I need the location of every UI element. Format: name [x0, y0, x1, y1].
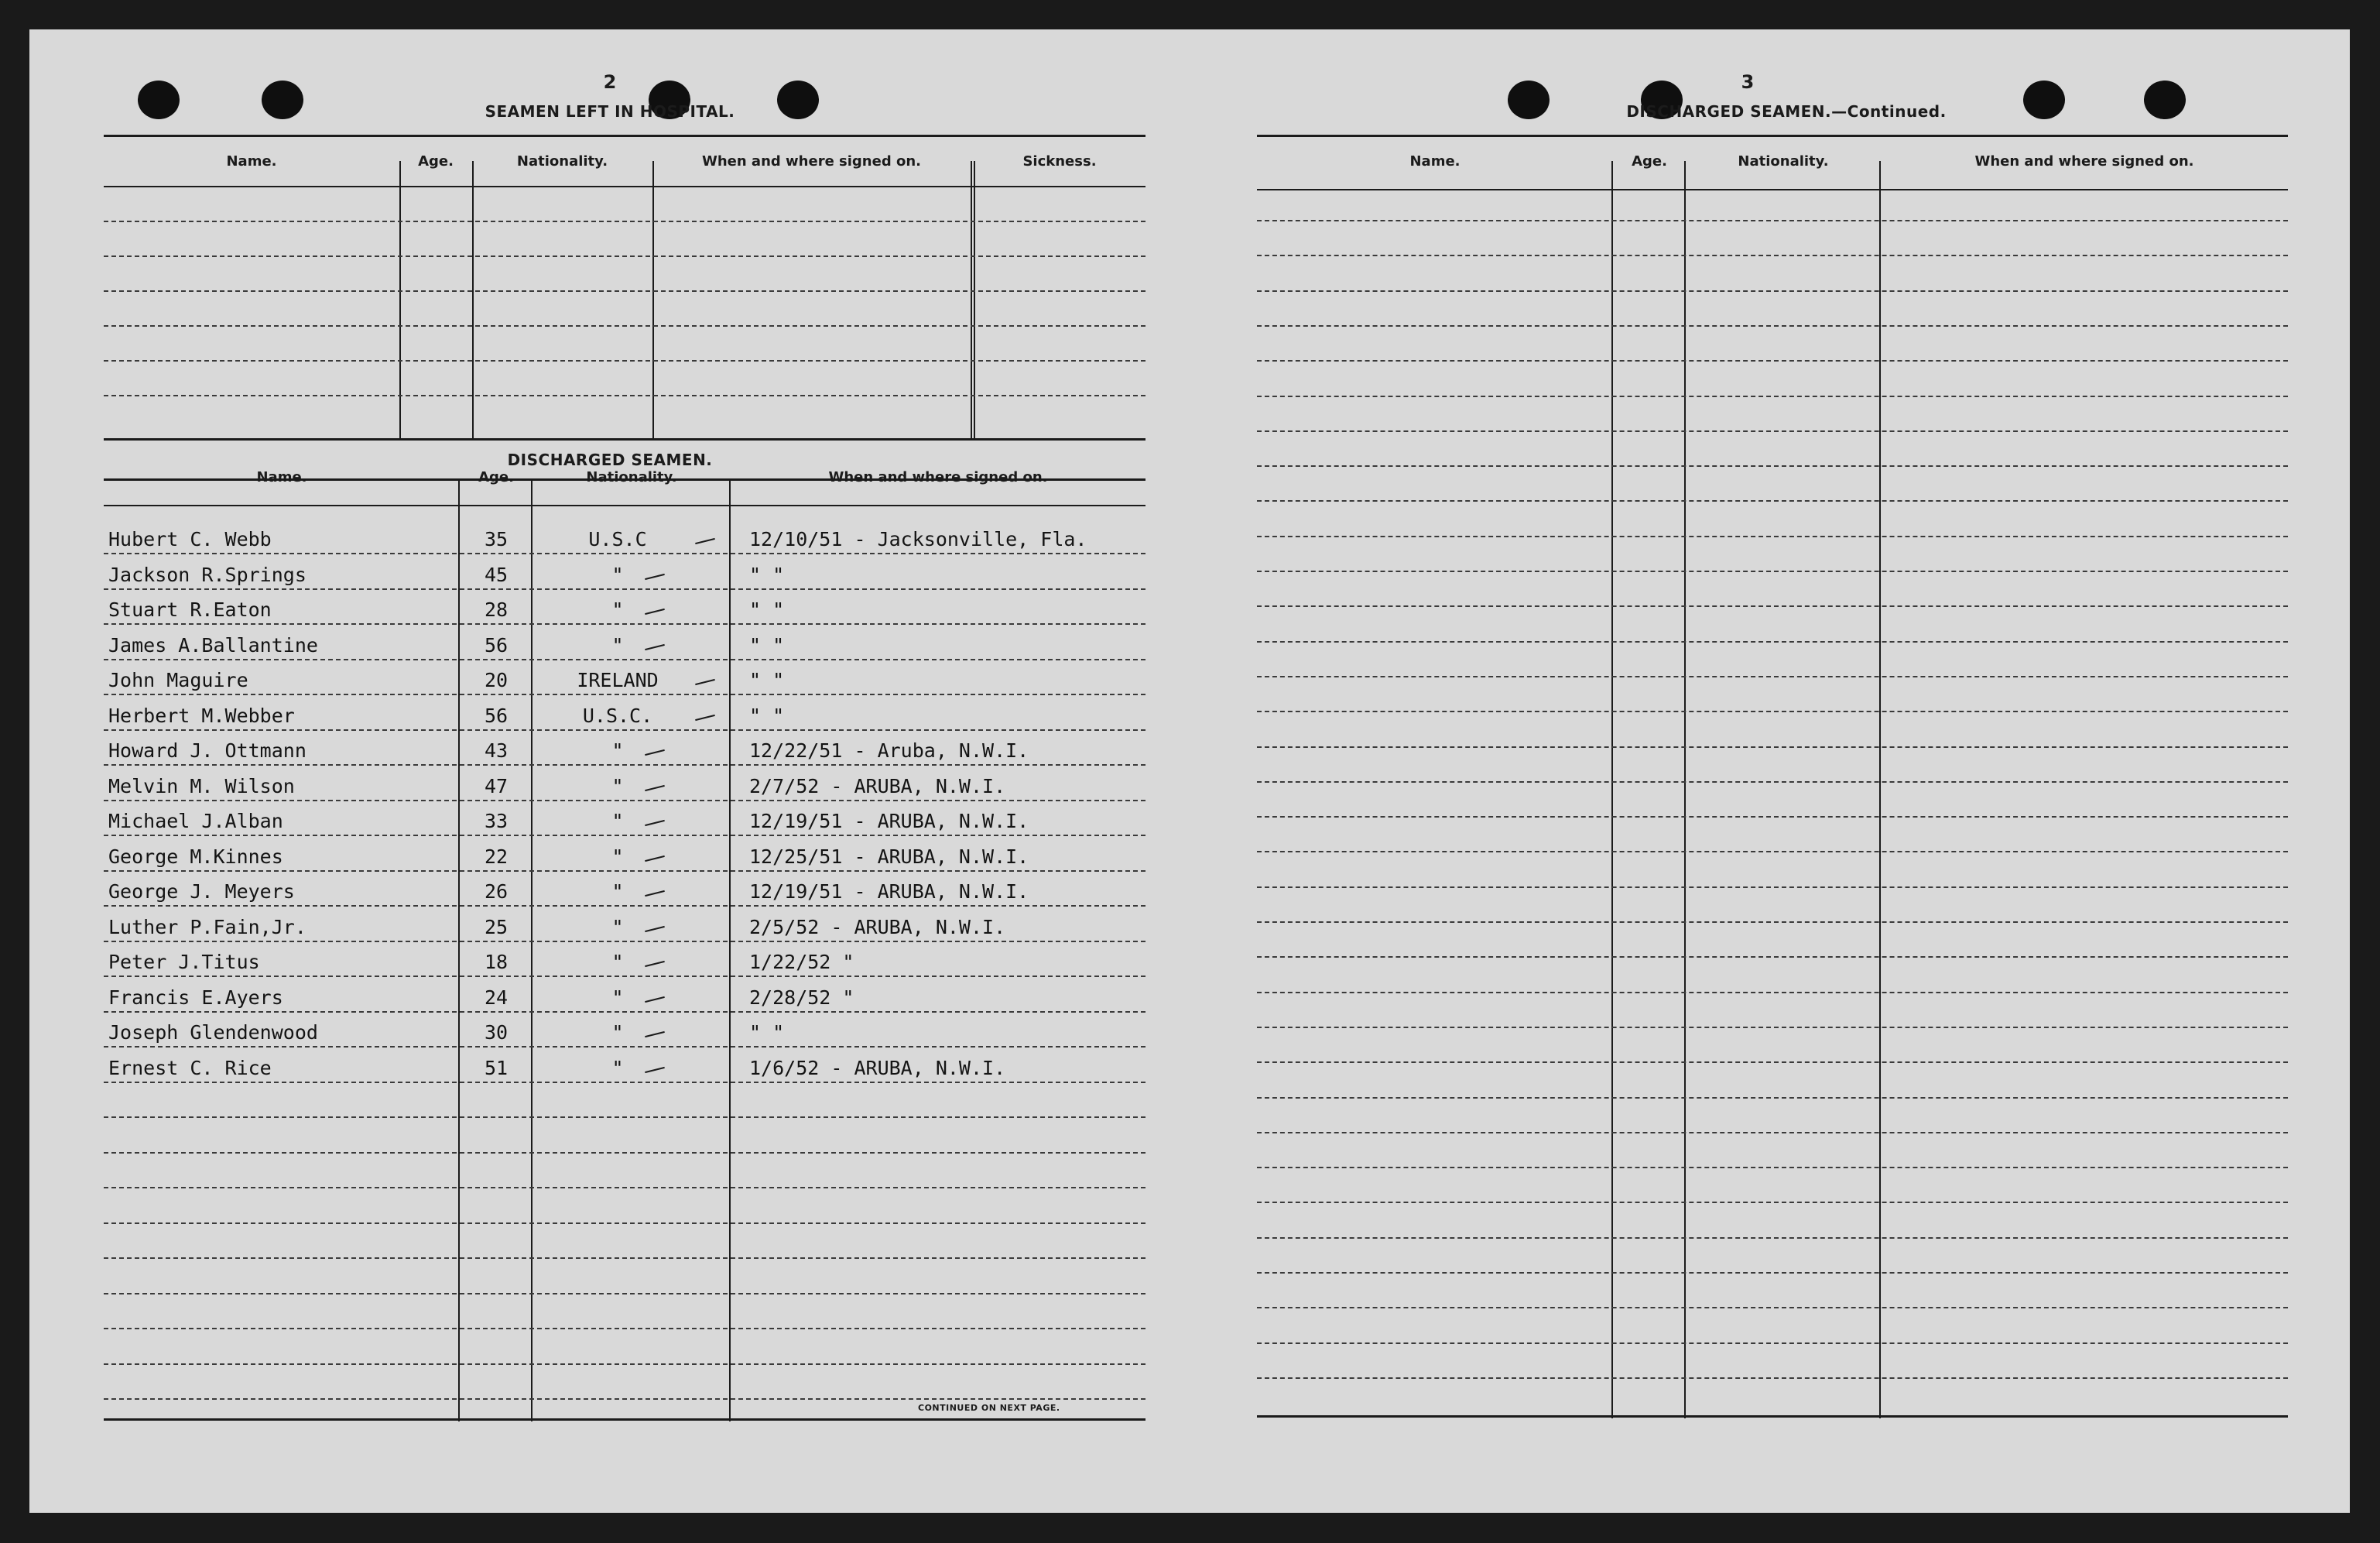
- blank-row-line: [1257, 1237, 2288, 1239]
- col-header-age: Age.: [418, 153, 454, 170]
- continued-section-title: DISCHARGED SEAMEN.—Continued.: [1626, 102, 1947, 121]
- blank-row-line: [1257, 1272, 2288, 1274]
- table-top-rule: [104, 135, 1145, 137]
- col-header-name: Name.: [1409, 153, 1461, 170]
- col-header-nationality: Nationality.: [1738, 153, 1829, 170]
- header-bottom-rule: [1257, 189, 2288, 190]
- header-bottom-rule: [104, 186, 1145, 187]
- hospital-section-title: SEAMEN LEFT IN HOSPITAL.: [485, 102, 735, 121]
- punch-hole: [262, 81, 303, 119]
- seaman-signed-on: 12/25/51 - ARUBA, N.W.I.: [749, 845, 1029, 868]
- seaman-signed-on: 12/10/51 - Jacksonville, Fla.: [749, 528, 1087, 550]
- seaman-name: James A.Ballantine: [108, 633, 318, 657]
- seaman-nationality: IRELAND: [577, 669, 659, 691]
- seaman-nationality: ": [611, 1021, 624, 1044]
- seaman-name: Herbert M.Webber: [108, 704, 295, 727]
- right-page: [1190, 29, 2350, 1513]
- blank-row-line: [1257, 711, 2288, 712]
- seaman-name: Michael J.Alban: [108, 810, 283, 832]
- blank-row-line: [1257, 255, 2288, 256]
- row-line: [104, 1082, 1145, 1083]
- seaman-age: 33: [484, 810, 509, 832]
- blank-row-line: [104, 1257, 1145, 1259]
- seaman-name: Francis E.Ayers: [108, 986, 283, 1009]
- blank-row-line: [1257, 1027, 2288, 1028]
- column-divider: [729, 480, 731, 1421]
- punch-hole: [2023, 81, 2065, 119]
- seaman-age: 20: [484, 669, 509, 691]
- blank-row-line: [1257, 816, 2288, 818]
- document-sheet: [29, 29, 2350, 1513]
- blank-row-line: [1257, 1307, 2288, 1308]
- seaman-age: 30: [484, 1021, 509, 1044]
- blank-row-line: [1257, 851, 2288, 852]
- seaman-signed-on: 2/7/52 - ARUBA, N.W.I.: [749, 774, 1006, 797]
- row-line: [104, 553, 1145, 554]
- seaman-signed-on: " ": [749, 563, 785, 586]
- seaman-signed-on: " ": [749, 633, 785, 657]
- seaman-nationality: ": [611, 951, 624, 973]
- blank-row-line: [1257, 1202, 2288, 1203]
- seaman-age: 25: [484, 915, 509, 938]
- table-bottom-rule: [104, 1418, 1145, 1421]
- blank-row-line: [104, 255, 1145, 257]
- blank-row-line: [104, 221, 1145, 222]
- blank-row-line: [1257, 886, 2288, 888]
- seaman-nationality: ": [611, 986, 624, 1009]
- column-divider: [1684, 161, 1686, 1418]
- blank-row-line: [1257, 605, 2288, 607]
- seaman-age: 47: [484, 774, 509, 797]
- column-divider: [399, 161, 401, 440]
- row-line: [104, 764, 1145, 766]
- header-bottom-rule: [104, 505, 1145, 506]
- blank-row-line: [104, 1293, 1145, 1294]
- blank-row-line: [104, 395, 1145, 396]
- row-line: [104, 1011, 1145, 1013]
- page-number: 3: [1741, 71, 1755, 93]
- blank-row-line: [1257, 325, 2288, 327]
- blank-row-line: [1257, 1132, 2288, 1133]
- blank-row-line: [1257, 571, 2288, 572]
- blank-row-line: [1257, 992, 2288, 993]
- seaman-name: Howard J. Ottmann: [108, 739, 306, 762]
- seaman-name: John Maguire: [108, 669, 248, 691]
- col-header-signed-on: When and where signed on.: [828, 469, 1048, 485]
- seaman-nationality: ": [611, 563, 624, 586]
- punch-hole: [138, 81, 180, 119]
- seaman-age: 56: [484, 704, 509, 727]
- blank-row-line: [1257, 921, 2288, 923]
- col-header-signed-on: When and where signed on.: [1974, 153, 2194, 170]
- seaman-name: George J. Meyers: [108, 880, 295, 903]
- seaman-age: 22: [484, 845, 509, 868]
- seaman-name: Luther P.Fain,Jr.: [108, 915, 306, 938]
- col-header-name: Name.: [256, 469, 307, 485]
- row-line: [104, 694, 1145, 695]
- blank-row-line: [1257, 465, 2288, 467]
- row-line: [104, 588, 1145, 590]
- seaman-signed-on: 12/22/51 - Aruba, N.W.I.: [749, 739, 1029, 762]
- column-divider: [1611, 161, 1613, 1418]
- column-divider: [652, 161, 654, 440]
- row-line: [104, 800, 1145, 801]
- col-header-age: Age.: [478, 469, 514, 485]
- blank-row-line: [104, 1363, 1145, 1365]
- blank-row-line: [1257, 536, 2288, 537]
- seaman-age: 51: [484, 1056, 509, 1079]
- table-bottom-rule: [104, 438, 1145, 441]
- blank-row-line: [104, 1328, 1145, 1329]
- seaman-nationality: ": [611, 774, 624, 797]
- seaman-name: Joseph Glendenwood: [108, 1021, 318, 1044]
- blank-row-line: [1257, 676, 2288, 677]
- row-line: [104, 870, 1145, 872]
- continued-footer: CONTINUED ON NEXT PAGE.: [918, 1403, 1060, 1413]
- table-top-rule: [1257, 135, 2288, 137]
- row-line: [104, 1046, 1145, 1048]
- col-header-age: Age.: [1632, 153, 1667, 170]
- seaman-nationality: ": [611, 739, 624, 762]
- seaman-signed-on: " ": [749, 598, 785, 621]
- seaman-signed-on: 1/22/52 ": [749, 951, 854, 973]
- seaman-signed-on: 12/19/51 - ARUBA, N.W.I.: [749, 810, 1029, 832]
- column-divider: [974, 161, 975, 440]
- seaman-nationality: ": [611, 880, 624, 903]
- blank-row-line: [104, 290, 1145, 292]
- seaman-signed-on: 2/28/52 ": [749, 986, 854, 1009]
- seaman-signed-on: 1/6/52 - ARUBA, N.W.I.: [749, 1056, 1006, 1079]
- blank-row-line: [1257, 1377, 2288, 1379]
- row-line: [104, 835, 1145, 836]
- blank-row-line: [1257, 290, 2288, 292]
- blank-row-line: [104, 1187, 1145, 1188]
- blank-row-line: [1257, 746, 2288, 748]
- col-header-signed-on: When and where signed on.: [701, 153, 922, 170]
- col-header-name: Name.: [226, 153, 277, 170]
- row-line: [104, 976, 1145, 977]
- seaman-signed-on: 2/5/52 - ARUBA, N.W.I.: [749, 915, 1006, 938]
- discharged-section-title: DISCHARGED SEAMEN.: [507, 451, 713, 469]
- row-line: [104, 905, 1145, 907]
- blank-row-line: [104, 360, 1145, 362]
- blank-row-line: [1257, 396, 2288, 397]
- seaman-signed-on: " ": [749, 1021, 785, 1044]
- punch-hole: [2144, 81, 2186, 119]
- blank-row-line: [1257, 1167, 2288, 1168]
- blank-row-line: [1257, 360, 2288, 362]
- blank-row-line: [1257, 1061, 2288, 1063]
- seaman-age: 45: [484, 563, 509, 586]
- seaman-name: Peter J.Titus: [108, 951, 260, 973]
- seaman-name: Jackson R.Springs: [108, 563, 306, 586]
- seaman-nationality: ": [611, 845, 624, 868]
- seaman-signed-on: " ": [749, 704, 785, 727]
- row-line: [104, 729, 1145, 731]
- seaman-age: 18: [484, 951, 509, 973]
- row-line: [104, 623, 1145, 625]
- row-line: [104, 659, 1145, 660]
- col-header-nationality: Nationality.: [586, 469, 677, 485]
- blank-row-line: [1257, 1097, 2288, 1099]
- seaman-name: Stuart R.Eaton: [108, 598, 272, 621]
- blank-row-line: [104, 1152, 1145, 1154]
- seaman-age: 35: [484, 528, 509, 550]
- col-header-sickness: Sickness.: [1022, 153, 1097, 170]
- seaman-name: Ernest C. Rice: [108, 1056, 272, 1079]
- seaman-nationality: ": [611, 633, 624, 657]
- seaman-nationality: U.S.C.: [582, 704, 653, 727]
- punch-hole: [1508, 81, 1550, 119]
- seaman-nationality: U.S.C: [588, 528, 647, 550]
- seaman-age: 28: [484, 598, 509, 621]
- seaman-age: 43: [484, 739, 509, 762]
- blank-row-line: [1257, 500, 2288, 502]
- table-bottom-rule: [1257, 1415, 2288, 1418]
- blank-row-line: [1257, 1342, 2288, 1344]
- page-number: 2: [603, 71, 617, 93]
- column-divider: [1879, 161, 1881, 1418]
- blank-row-line: [1257, 641, 2288, 643]
- row-line: [104, 941, 1145, 942]
- blank-row-line: [104, 1116, 1145, 1118]
- seaman-name: George M.Kinnes: [108, 845, 283, 868]
- blank-row-line: [1257, 220, 2288, 221]
- column-divider: [472, 161, 474, 440]
- col-header-nationality: Nationality.: [516, 153, 608, 170]
- seaman-nationality: ": [611, 598, 624, 621]
- seaman-age: 56: [484, 633, 509, 657]
- blank-row-line: [1257, 781, 2288, 783]
- seaman-nationality: ": [611, 810, 624, 832]
- seaman-name: Hubert C. Webb: [108, 528, 272, 550]
- seaman-signed-on: " ": [749, 669, 785, 691]
- blank-row-line: [1257, 956, 2288, 958]
- blank-row-line: [104, 1222, 1145, 1224]
- blank-row-line: [104, 325, 1145, 327]
- seaman-signed-on: 12/19/51 - ARUBA, N.W.I.: [749, 880, 1029, 903]
- blank-row-line: [104, 1398, 1145, 1400]
- blank-row-line: [1257, 430, 2288, 432]
- left-page: [29, 29, 1183, 1513]
- seaman-name: Melvin M. Wilson: [108, 774, 295, 797]
- seaman-age: 24: [484, 986, 509, 1009]
- column-divider: [971, 161, 972, 440]
- seaman-age: 26: [484, 880, 509, 903]
- seaman-nationality: ": [611, 915, 624, 938]
- seaman-nationality: ": [611, 1056, 624, 1079]
